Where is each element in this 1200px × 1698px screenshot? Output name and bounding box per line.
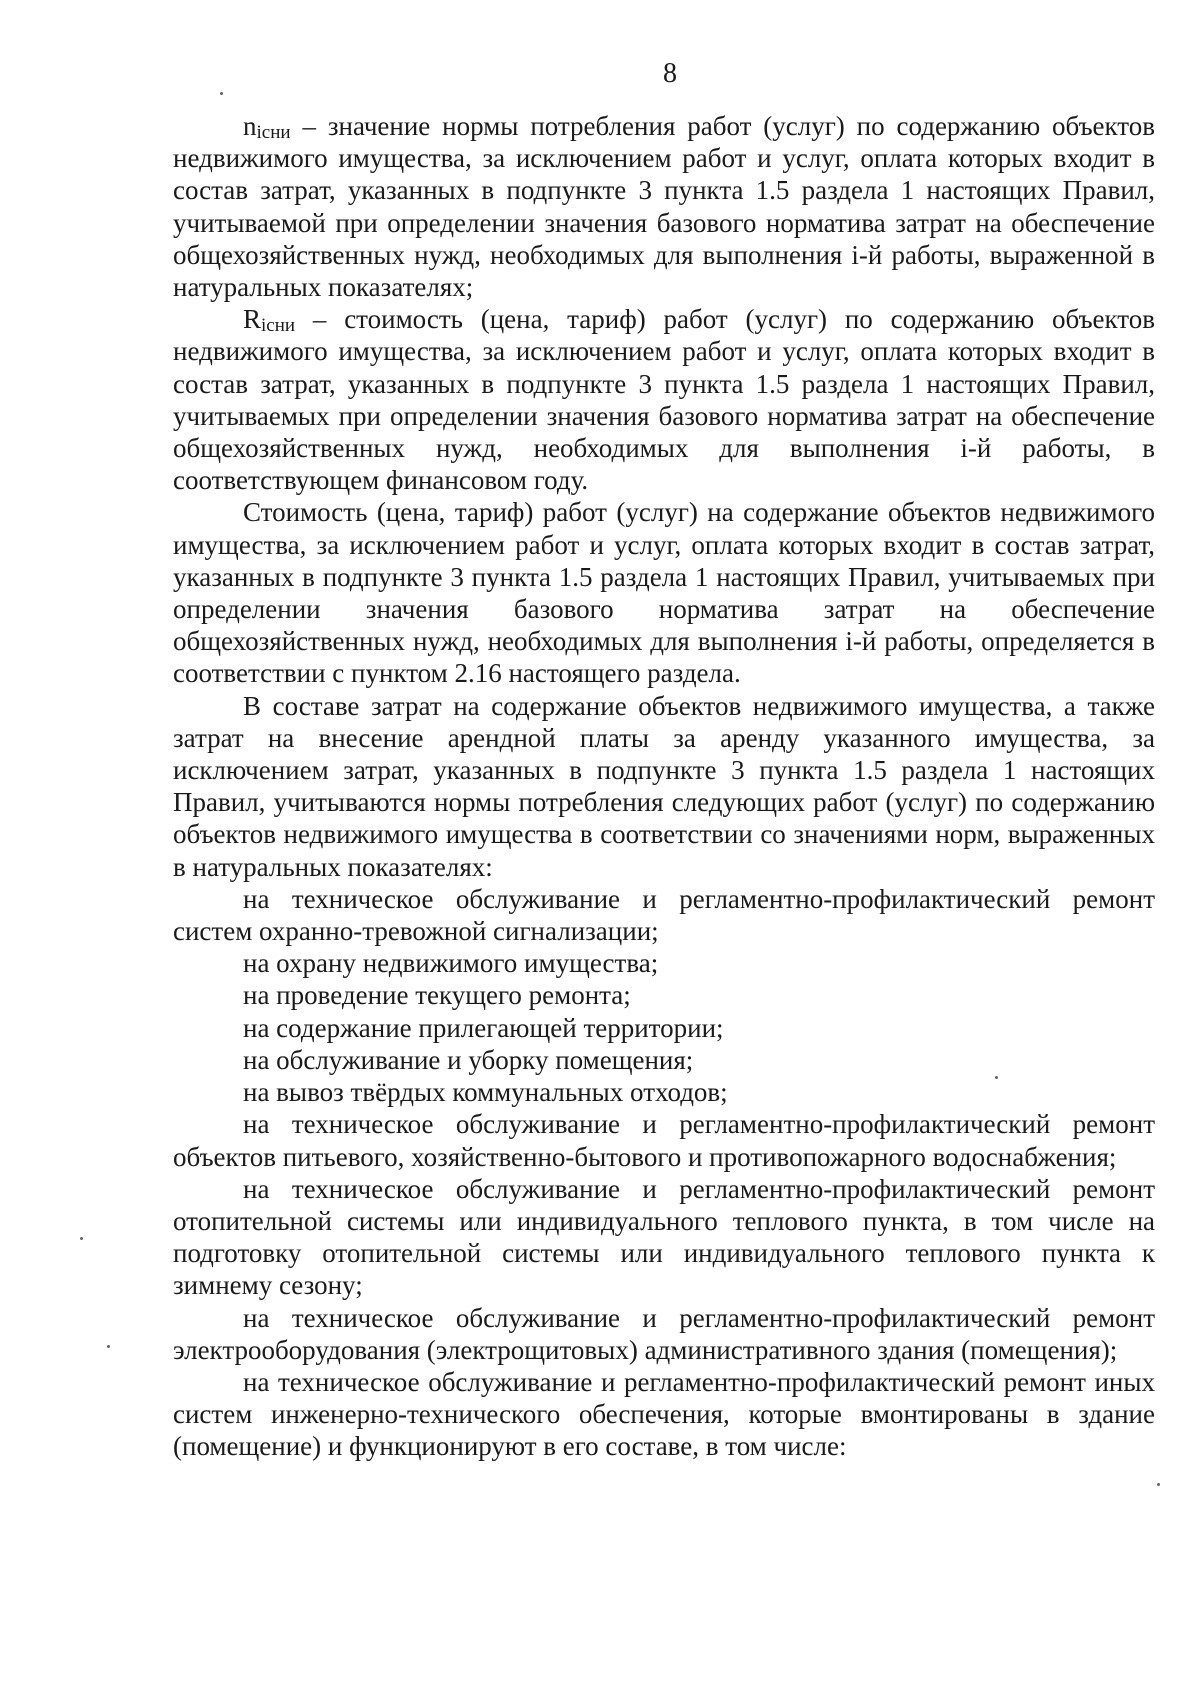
scan-speck [995,1076,998,1079]
definition-n-icsni [173,110,1155,303]
list-item-adjacent-territory: на содержание прилегающей территории; [243,1012,724,1043]
scan-speck [80,1237,83,1240]
symbol-r-main: R [243,304,262,335]
list-item-current-repair: на проведение текущего ремонта; [243,980,631,1011]
paragraph-cost-determination: Стоимость (цена, тариф) работ (услуг) на содержание объектов недвижимого имущества, за исключением работ и услуг, оплата которых входит в состав затрат, указанных в подпункте 3 пункта 1.5 раздела 1 настоящих Правил, учитываемых при определении значения базового норматива затрат на обеспечение общехозяйственных нужд, необходимых для выполнения i-й работы, определяется в соответствии с пунктом 2.16 настоящего раздела. [173,497,1155,689]
symbol-n-subscript: iсни [256,122,291,143]
scan-speck [107,1345,110,1348]
list-item-water-supply: на техническое обслуживание и регламентно-профилактический ремонт объектов питьевого, хозяйственно-бытового и противопожарного водоснабжения; [173,1109,1155,1172]
paragraph-consumption-norms-intro: В составе затрат на содержание объектов недвижимого имущества, а также затрат на внесение арендной платы за аренду указанного имущества, за исключением затрат, указанных в подпункте 3 пункта 1.5 раздела 1 настоящих Правил, учитываются нормы потребления следующих работ (услуг) по содержанию объектов недвижимого имущества в соответствии со значениями норм, выраженных в натуральных показателях: [173,690,1155,882]
scan-speck [1157,1483,1160,1486]
list-item-heating-system: на техническое обслуживание и регламентно-профилактический ремонт отопительной системы или индивидуального теплового пункта, в том числе на подготовку отопительной системы или индивидуального теплового пункта к зимнему сезону; [173,1173,1155,1301]
document-body [173,110,1155,1463]
symbol-r-icsni [243,304,296,337]
definition-n-text: – значение нормы потребления работ (услуг) по содержанию объектов недвижимого имущества, за исключением работ и услуг, оплата которых входит в состав затрат, указанных в подпункте 3 пункта 1.5 раздела 1 настоящих Правил, учитываемой при определении значения базового норматива затрат на обеспечение общехозяйственных нужд, необходимых для выполнения i-й работы, выраженной в натуральных показателях; [173,111,1155,303]
list-item-engineering-systems: на техническое обслуживание и регламентно-профилактический ремонт иных систем инженерно-технического обеспечения, которые вмонтированы в здание (помещение) и функционируют в его составе, в том числе: [173,1366,1155,1462]
symbol-n-main: n [243,111,257,141]
page-number: 8 [663,58,677,89]
list-item-property-guard: на охрану недвижимого имущества; [243,948,659,979]
definition-r-text: – стоимость (цена, тариф) работ (услуг) по содержанию объектов недвижимого имущества, за исключением работ и услуг, оплата которых входит в состав затрат, указанных в подпункте 3 пункта 1.5 раздела 1 настоящих Правил, учитываемых при определении значения базового норматива затрат на обеспечение общехозяйственных нужд, необходимых для выполнения i-й работы, в соответствующем финансовом году. [173,304,1155,496]
symbol-n-icsni [243,111,291,141]
list-item-security-alarm: на техническое обслуживание и регламентно-профилактический ремонт систем охранно-тревожной сигнализации; [173,883,1155,947]
definition-r-icsni [173,303,1155,496]
list-item-premises-cleaning: на обслуживание и уборку помещения; [243,1044,694,1075]
list-item-electrical-equipment: на техническое обслуживание и регламентно-профилактический ремонт электрооборудования (электрощитовых) административного здания (помещения); [173,1302,1155,1365]
scan-speck [220,92,223,95]
list-item-waste-removal: на вывоз твёрдых коммунальных отходов; [243,1077,728,1108]
symbol-r-subscript: iсни [261,315,296,337]
